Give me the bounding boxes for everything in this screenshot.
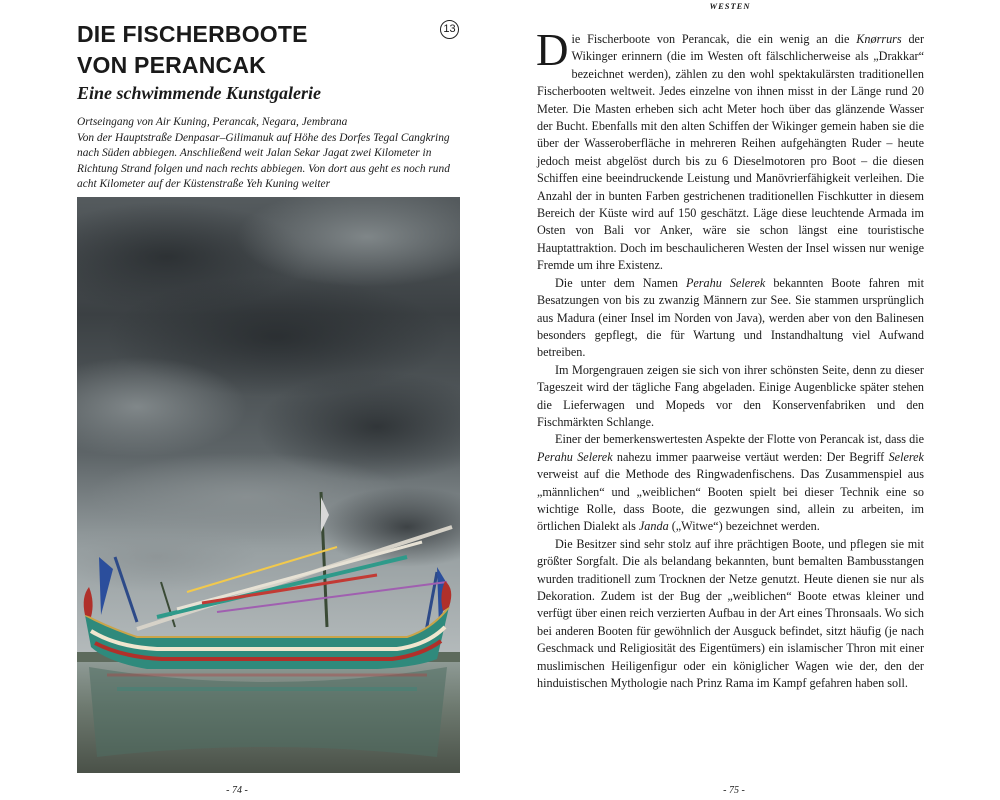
paragraph-4: Einer der bemerkenswertesten Aspekte der Flotte von Perancak ist, dass die Perahu Selerek nahezu immer paarweise vertäut werden: Der Begriff Selerek verweist auf die Methode des Ringwadenfischens. Das Zusammenspiel aus „männlichen“ und „weiblichen“ Booten spielt bei dieser Technik eine so wichtige Rolle, dass Boote, die gezwungen sind, allein zu arbeiten, im örtlichen Dialekt als Janda („Witwe“) bezeichnet werden. [537, 432, 924, 534]
drop-cap: D [536, 25, 569, 75]
paragraph-1: Die Fischerboote von Perancak, die ein wenig an die Knørrurs der Wikinger erinnern (die im Westen oft fälschlicherweise als „Drakkar“ bezeichnet werden), zählen zu den wohl spektakulärsten traditionellen Fischerbooten weltweit. Jedes einzelne von ihnen misst in der Länge rund 20 Meter. Die Masten erheben sich acht Meter hoch über das glänzende Wasser der Bucht. Ebenfalls mit den alten Schiffen der Wikinger gemein haben sie die über der Wasseroberfläche in mehreren Reihen aufgehängten Ruder – heute jedoch meist abgelöst durch bis zu 6 Dieselmotoren pro Boot – die diesen Schiffen eine beeindruckende Leistung und Manövrierfähigkeit verleihen. Die Anzahl der in bunten Farben gestrichenen traditionellen Fischkutter in diesem Bereich der Küste wird auf 150 geschätzt. Läge diese leuchtende Armada im Osten von Bali vor Anker, wäre sie schon längst eine touristische Hauptattraktion. Doch im beschaulicheren Westen der Insel wissen nur wenige Fremde um ihre Existenz. [536, 25, 925, 273]
title-line-2: VON PERANCAK [77, 52, 266, 78]
article-body [536, 25, 925, 692]
chapter-number-badge: 13 [440, 20, 459, 39]
directions-route: Von der Hauptstraße Denpasar–Gilimanuk auf Höhe des Dorfes Tegal Cangkring nach Süden abbiegen. Anschließend weit Jalan Sekar Jagat zwei Kilometer in Richtung Strand folgen und nach rechts abbiegen. Von dort aus geht es noch rund acht Kilometer auf der Küstenstraße Yeh Kuning weiter [77, 131, 450, 191]
chapter-title [77, 19, 308, 81]
paragraph-5: Die Besitzer sind sehr stolz auf ihre prächtigen Boote, und pflegen sie mit größter Sorgfalt. Die als belandang bekannten, bunt bemalten Bambusstangen wurden traditionell zum Trocknen der Netze genutzt. Heute dienen sie nur als Dekoration. Zudem ist der Bug der „weiblichen“ Boote etwas kleiner und verfügt über einen reich verzierten Aufbau in der Art eines Thronsaals. Wo sich bei anderen Booten für gewöhnlich der Ausguck befindet, sitzt häufig (je nach Geschmack und Religiosität des Eigentümers) ein islamischer Thron mit einer muslimischen Heiligenfigur oder ein königlicher Wagen wie der, den der hinduistischen Mythologie nach Prinz Rama im Kampf gefahren haben soll. [537, 536, 924, 691]
directions-text [77, 115, 467, 193]
right-page [500, 0, 1000, 800]
right-page-number: - 75 - [723, 785, 745, 796]
fishing-boat-photo [77, 197, 460, 773]
title-line-1: DIE FISCHERBOOTE [77, 21, 308, 47]
paragraph-3: Im Morgengrauen zeigen sie sich von ihrer schönsten Seite, denn zu dieser Tageszeit wird der tägliche Fang abgeladen. Einige Augenblicke später stehen die Lieferwagen und Mopeds vor den Konservenfabriken und den Fischmärkten Schlange. [537, 362, 924, 429]
directions-address: Ortseingang von Air Kuning, Perancak, Negara, Jembrana [77, 116, 348, 128]
left-page-number: - 74 - [226, 785, 248, 796]
chapter-subtitle: Eine schwimmende Kunstgalerie [77, 83, 322, 103]
paragraph-2: Die unter dem Namen Perahu Selerek bekannten Boote fahren mit Besatzungen von bis zu zwanzig Männern zur See. Sie stammen ursprünglich aus Madura (einer Insel im Norden von Java), werden aber von den Balinesen besonders gepflegt, die für Wartung und Instandhaltung viel Aufwand betreiben. [537, 275, 924, 360]
running-head: WESTEN [709, 1, 751, 11]
